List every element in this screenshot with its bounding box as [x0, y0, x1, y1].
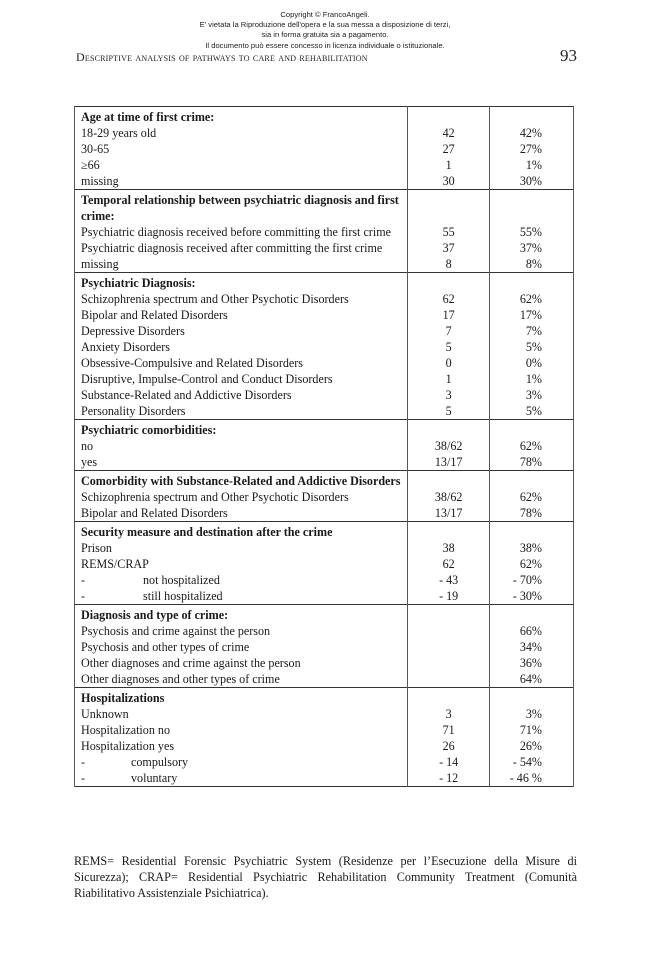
row-label: Psychiatric diagnosis received before committing the first crime — [75, 224, 408, 240]
page-number: 93 — [560, 46, 577, 65]
count-cell: - 19 — [408, 588, 490, 605]
row-label: Bipolar and Related Disorders — [75, 505, 408, 522]
count-cell: 5 — [408, 403, 490, 420]
percent-cell: 27% — [490, 141, 574, 157]
row-label: Psychiatric diagnosis received after committing the first crime — [75, 240, 408, 256]
percent-cell: 30% — [490, 173, 574, 190]
section-heading-row — [75, 471, 574, 490]
section-heading-row — [75, 190, 574, 225]
table-row — [75, 224, 574, 240]
dash-marker: - — [81, 573, 86, 587]
percent-cell: - 54% — [490, 754, 574, 770]
table-row — [75, 655, 574, 671]
count-cell: 27 — [408, 141, 490, 157]
table-row — [75, 505, 574, 522]
row-label: Bipolar and Related Disorders — [75, 307, 408, 323]
count-cell — [408, 639, 490, 655]
percent-cell: 78% — [490, 454, 574, 471]
table-row — [75, 572, 574, 588]
percent-cell: 62% — [490, 438, 574, 454]
table-section — [75, 420, 574, 471]
row-label: Psychosis and other types of crime — [75, 639, 408, 655]
empty-cell — [408, 688, 490, 707]
table-section — [75, 605, 574, 688]
row-label — [75, 770, 408, 787]
table-row — [75, 387, 574, 403]
copyright-line-3: sia in forma gratuita sia a pagamento. — [261, 30, 389, 40]
row-label: ≥66 — [75, 157, 408, 173]
table-section — [75, 190, 574, 273]
count-cell: 5 — [408, 339, 490, 355]
table-row — [75, 323, 574, 339]
count-cell: 17 — [408, 307, 490, 323]
percent-cell: 62% — [490, 556, 574, 572]
table-section — [75, 107, 574, 190]
count-cell: 55 — [408, 224, 490, 240]
percent-cell: 36% — [490, 655, 574, 671]
row-label-text: compulsory — [131, 755, 189, 769]
row-label: Other diagnoses and other types of crime — [75, 671, 408, 688]
section-heading-row — [75, 420, 574, 439]
table-row — [75, 125, 574, 141]
copyright-notice — [0, 10, 650, 51]
percent-cell: 17% — [490, 307, 574, 323]
table-row — [75, 157, 574, 173]
count-cell: 38/62 — [408, 438, 490, 454]
copyright-line-2: E' vietata la Riproduzione dell'opera e la sua messa a disposizione di terzi, — [199, 20, 451, 30]
footnote: REMS= Residential Forensic Psychiatric System (Residenze per l’Esecuzione della Misure di Sicurezza); CRAP= Residential Psychiatric Rehabilitation Community Treatment (Comunità Riabilitativo Assistenziale Psichiatrica). — [74, 854, 577, 900]
percent-cell: 1% — [490, 371, 574, 387]
count-cell: 1 — [408, 371, 490, 387]
row-label: Disruptive, Impulse-Control and Conduct Disorders — [75, 371, 408, 387]
table-row — [75, 371, 574, 387]
empty-cell — [490, 471, 574, 490]
row-label: 30-65 — [75, 141, 408, 157]
table-row — [75, 722, 574, 738]
table-section — [75, 688, 574, 787]
count-cell: 8 — [408, 256, 490, 273]
dash-marker: - — [81, 755, 86, 769]
count-cell: 13/17 — [408, 454, 490, 471]
row-label: missing — [75, 256, 408, 273]
percent-cell: - 70% — [490, 572, 574, 588]
percent-cell: 0% — [490, 355, 574, 371]
count-cell: 30 — [408, 173, 490, 190]
row-label: missing — [75, 173, 408, 190]
count-cell: 3 — [408, 387, 490, 403]
count-cell — [408, 671, 490, 688]
table-row — [75, 355, 574, 371]
empty-cell — [490, 107, 574, 126]
count-cell: 71 — [408, 722, 490, 738]
percent-cell: 38% — [490, 540, 574, 556]
table-row — [75, 623, 574, 639]
percent-cell: 5% — [490, 339, 574, 355]
table-row — [75, 454, 574, 471]
empty-cell — [408, 273, 490, 292]
empty-cell — [408, 420, 490, 439]
percent-cell: 62% — [490, 489, 574, 505]
row-label: 18-29 years old — [75, 125, 408, 141]
section-heading: Age at time of first crime: — [75, 107, 408, 126]
row-label-text: still hospitalized — [143, 589, 223, 603]
data-table — [74, 106, 574, 787]
percent-cell: 42% — [490, 125, 574, 141]
row-label: no — [75, 438, 408, 454]
count-cell: 1 — [408, 157, 490, 173]
row-label — [75, 572, 408, 588]
count-cell — [408, 655, 490, 671]
row-label: Personality Disorders — [75, 403, 408, 420]
row-label: Depressive Disorders — [75, 323, 408, 339]
count-cell: 38/62 — [408, 489, 490, 505]
table-row — [75, 706, 574, 722]
count-cell: - 14 — [408, 754, 490, 770]
percent-cell: 7% — [490, 323, 574, 339]
percent-cell: 64% — [490, 671, 574, 688]
table-row — [75, 256, 574, 273]
row-label: Obsessive-Compulsive and Related Disorders — [75, 355, 408, 371]
table-row — [75, 754, 574, 770]
row-label: REMS/CRAP — [75, 556, 408, 572]
section-heading-row — [75, 688, 574, 707]
row-label: Hospitalization no — [75, 722, 408, 738]
table-row — [75, 240, 574, 256]
row-label: yes — [75, 454, 408, 471]
table-row — [75, 438, 574, 454]
empty-cell — [408, 522, 490, 541]
section-heading-row — [75, 107, 574, 126]
percent-cell: 3% — [490, 706, 574, 722]
table-section — [75, 471, 574, 522]
empty-cell — [490, 522, 574, 541]
table-section — [75, 273, 574, 420]
empty-cell — [490, 420, 574, 439]
section-heading-row — [75, 522, 574, 541]
table-row — [75, 339, 574, 355]
section-heading-row — [75, 605, 574, 624]
section-heading: Hospitalizations — [75, 688, 408, 707]
running-head-text: Descriptive analysis of pathways to care and rehabilitation — [76, 50, 368, 64]
count-cell: 62 — [408, 556, 490, 572]
table-row — [75, 141, 574, 157]
count-cell: 0 — [408, 355, 490, 371]
count-cell: - 12 — [408, 770, 490, 787]
empty-cell — [490, 273, 574, 292]
count-cell: 7 — [408, 323, 490, 339]
percent-cell: 5% — [490, 403, 574, 420]
row-label: Prison — [75, 540, 408, 556]
row-label: Schizophrenia spectrum and Other Psychotic Disorders — [75, 489, 408, 505]
table-row — [75, 403, 574, 420]
table-row — [75, 556, 574, 572]
section-heading: Security measure and destination after the crime — [75, 522, 408, 541]
copyright-line-4: Il documento può essere concesso in licenza individuale o istituzionale. — [205, 40, 445, 50]
row-label-text: not hospitalized — [143, 573, 220, 587]
percent-cell: 78% — [490, 505, 574, 522]
section-heading-row — [75, 273, 574, 292]
count-cell: 26 — [408, 738, 490, 754]
percent-cell: 3% — [490, 387, 574, 403]
table-row — [75, 489, 574, 505]
count-cell: 38 — [408, 540, 490, 556]
percent-cell: 8% — [490, 256, 574, 273]
table-row — [75, 540, 574, 556]
percent-cell: 66% — [490, 623, 574, 639]
empty-cell — [408, 471, 490, 490]
dash-marker: - — [81, 771, 86, 785]
row-label: Psychosis and crime against the person — [75, 623, 408, 639]
table-row — [75, 291, 574, 307]
row-label — [75, 754, 408, 770]
row-label: Schizophrenia spectrum and Other Psychotic Disorders — [75, 291, 408, 307]
empty-cell — [408, 190, 490, 225]
section-heading: Psychiatric Diagnosis: — [75, 273, 408, 292]
row-label: Other diagnoses and crime against the person — [75, 655, 408, 671]
count-cell: 42 — [408, 125, 490, 141]
percent-cell: 62% — [490, 291, 574, 307]
copyright-line-1: Copyright © FrancoAngeli. — [280, 10, 370, 19]
table-row — [75, 307, 574, 323]
percent-cell: 37% — [490, 240, 574, 256]
row-label-text: voluntary — [131, 771, 178, 785]
dash-marker: - — [81, 589, 86, 603]
count-cell: 62 — [408, 291, 490, 307]
table-row — [75, 639, 574, 655]
table-row — [75, 671, 574, 688]
empty-cell — [490, 605, 574, 624]
row-label: Unknown — [75, 706, 408, 722]
percent-cell: 26% — [490, 738, 574, 754]
percent-cell: 55% — [490, 224, 574, 240]
section-heading: Temporal relationship between psychiatric diagnosis and first crime: — [75, 190, 408, 225]
percent-cell: 34% — [490, 639, 574, 655]
count-cell — [408, 623, 490, 639]
section-heading: Comorbidity with Substance-Related and Addictive Disorders — [75, 471, 408, 490]
empty-cell — [490, 190, 574, 225]
section-heading: Psychiatric comorbidities: — [75, 420, 408, 439]
percent-cell: - 46 % — [490, 770, 574, 787]
empty-cell — [490, 688, 574, 707]
running-head — [76, 50, 368, 65]
count-cell: 37 — [408, 240, 490, 256]
table-row — [75, 588, 574, 605]
count-cell: 3 — [408, 706, 490, 722]
count-cell: - 43 — [408, 572, 490, 588]
empty-cell — [408, 107, 490, 126]
row-label — [75, 588, 408, 605]
table-row — [75, 173, 574, 190]
row-label: Substance-Related and Addictive Disorders — [75, 387, 408, 403]
row-label: Hospitalization yes — [75, 738, 408, 754]
table-section — [75, 522, 574, 605]
section-heading: Diagnosis and type of crime: — [75, 605, 408, 624]
percent-cell: 71% — [490, 722, 574, 738]
percent-cell: 1% — [490, 157, 574, 173]
row-label: Anxiety Disorders — [75, 339, 408, 355]
empty-cell — [408, 605, 490, 624]
table-row — [75, 770, 574, 787]
table-row — [75, 738, 574, 754]
count-cell: 13/17 — [408, 505, 490, 522]
percent-cell: - 30% — [490, 588, 574, 605]
